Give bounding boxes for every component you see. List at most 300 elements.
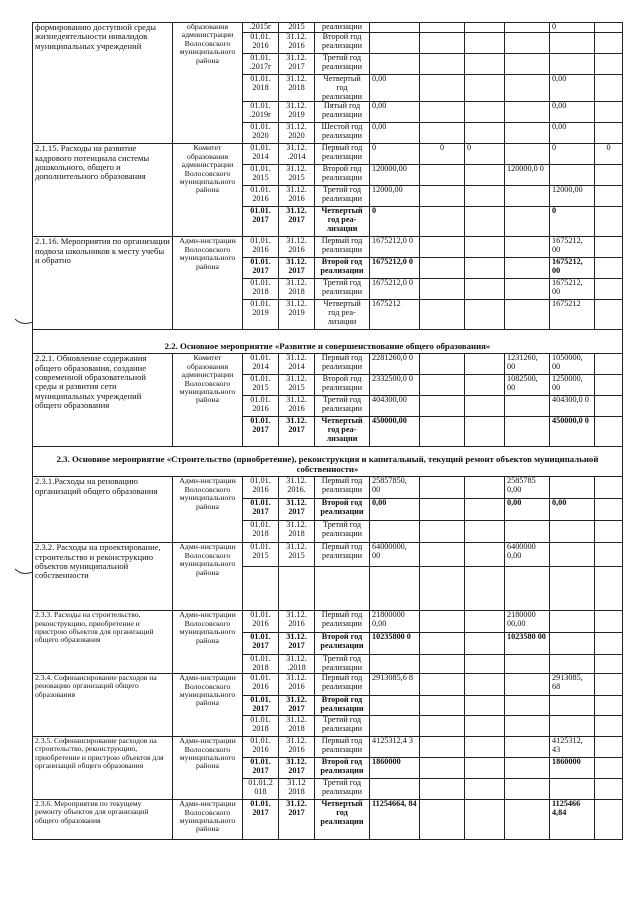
implementation-year: Второй год реализации xyxy=(315,258,370,279)
implementation-year: Четвертый год реа-лизации xyxy=(315,300,370,330)
amount-col3 xyxy=(465,237,505,258)
executor-org: Комитет образования администрации Волосовского муниципального района xyxy=(173,144,243,237)
amount-regional xyxy=(505,207,550,237)
amount-local: 4125312, 43 xyxy=(550,737,595,758)
amount-col3 xyxy=(465,737,505,758)
amount-col3 xyxy=(465,300,505,330)
amount-federal xyxy=(420,123,465,144)
end-date: 31.12. 2016 xyxy=(279,186,315,207)
amount-local: 2913085, 68 xyxy=(550,674,595,696)
start-date: 01.01. 2016 xyxy=(243,32,279,53)
amount-other xyxy=(595,74,623,102)
implementation-year: Второй год реализации xyxy=(315,499,370,521)
amount-other xyxy=(595,354,623,375)
amount-local xyxy=(550,32,595,53)
amount-regional xyxy=(505,758,550,779)
amount-total xyxy=(370,32,420,53)
amount-regional xyxy=(505,102,550,123)
amount-total: 0,00 xyxy=(370,102,420,123)
implementation-year: Второй год реализации xyxy=(315,696,370,716)
start-date: 01.01. 2015 xyxy=(243,543,279,567)
executor-org: Адми-нистрации Волосовского муниципального района xyxy=(173,611,243,674)
amount-regional xyxy=(505,567,550,611)
table-row xyxy=(33,611,623,633)
amount-federal xyxy=(420,237,465,258)
amount-total: 0,00 xyxy=(370,74,420,102)
amount-col3 xyxy=(465,417,505,447)
amount-federal xyxy=(420,633,465,655)
implementation-year: Первый год реализации xyxy=(315,354,370,375)
amount-total: 1675212,0 0 xyxy=(370,279,420,300)
end-date: 31.12. 2020 xyxy=(279,123,315,144)
implementation-year: Третий год реализации xyxy=(315,396,370,417)
amount-other xyxy=(595,696,623,716)
activity-name: 2.3.1.Расходы на реновацию организаций общего образования xyxy=(33,477,173,543)
amount-local: 0 xyxy=(550,23,595,33)
implementation-year: Первый год реализации xyxy=(315,237,370,258)
end-date: 31.12. 2015 xyxy=(279,165,315,186)
activity-name: 2.1.16. Мероприятия по организации подвоза школьников к месту учебы и обратно xyxy=(33,237,173,330)
start-date: 01.01. .2017г xyxy=(243,53,279,74)
activity-name: 2.3.4. Софинансирование расходов на реновацию организаций общего образования xyxy=(33,674,173,737)
amount-regional xyxy=(505,237,550,258)
end-date: 31.12. 2017 xyxy=(279,800,315,840)
amount-federal xyxy=(420,74,465,102)
amount-local: 1675212, 00 xyxy=(550,258,595,279)
executor-org: Комитет образования администрации Волосовского муниципального района xyxy=(173,354,243,447)
amount-total: 2913085,6 8 xyxy=(370,674,420,696)
amount-col3 xyxy=(465,165,505,186)
end-date: 31.12. 2016. xyxy=(279,477,315,499)
start-date: 01.01. 2017 xyxy=(243,499,279,521)
implementation-year: Четвертый год реа-лизации xyxy=(315,207,370,237)
start-date: 01.01. 2016 xyxy=(243,396,279,417)
amount-regional: 2585785 0,00 xyxy=(505,477,550,499)
implementation-year: Третий год реализации xyxy=(315,521,370,543)
implementation-year: Третий год реализации xyxy=(315,53,370,74)
amount-local xyxy=(550,655,595,674)
implementation-year: Второй год реализации xyxy=(315,32,370,53)
amount-col3 xyxy=(465,258,505,279)
end-date: 31.12. 2016 xyxy=(279,611,315,633)
amount-federal xyxy=(420,279,465,300)
amount-col3 xyxy=(465,499,505,521)
implementation-year: Четвертый год реализации xyxy=(315,800,370,840)
amount-federal: 0 xyxy=(420,144,465,165)
amount-total: 1860000 xyxy=(370,758,420,779)
amount-col3 xyxy=(465,696,505,716)
amount-local: 450000,0 0 xyxy=(550,417,595,447)
amount-local: 0 xyxy=(550,144,595,165)
amount-federal xyxy=(420,779,465,800)
amount-col3 xyxy=(465,123,505,144)
start-date: 01.01. 2018 xyxy=(243,655,279,674)
amount-other xyxy=(595,655,623,674)
amount-federal xyxy=(420,396,465,417)
amount-other xyxy=(595,633,623,655)
amount-federal xyxy=(420,758,465,779)
start-date: 01.01. 2017 xyxy=(243,417,279,447)
executor-org: Адми-нистрации Волосовского муниципального района xyxy=(173,477,243,543)
amount-regional xyxy=(505,123,550,144)
amount-total xyxy=(370,567,420,611)
amount-col3 xyxy=(465,279,505,300)
amount-local: 1125466 4,84 xyxy=(550,800,595,840)
amount-other xyxy=(595,53,623,74)
end-date: 31.12. 2019 xyxy=(279,300,315,330)
start-date: 01.01. 2016 xyxy=(243,674,279,696)
start-date: 01.01. 2015 xyxy=(243,375,279,396)
amount-regional xyxy=(505,521,550,543)
end-date: 31.12. 2016 xyxy=(279,737,315,758)
amount-col3 xyxy=(465,779,505,800)
amount-local: 12000,00 xyxy=(550,186,595,207)
activity-name: 2.3.2. Расходы на проектирование, строительство и реконструкцию объектов муниципальной собственности xyxy=(33,543,173,611)
amount-federal xyxy=(420,417,465,447)
margin-mark xyxy=(14,568,34,576)
amount-other xyxy=(595,737,623,758)
end-date xyxy=(279,567,315,611)
activity-name: 2.3.6. Мероприятия по текущему ремонту объектов для организаций общего образования xyxy=(33,800,173,840)
amount-federal xyxy=(420,521,465,543)
start-date: 01.01. 2017 xyxy=(243,696,279,716)
amount-regional xyxy=(505,32,550,53)
table-row xyxy=(33,737,623,758)
table-row xyxy=(33,543,623,567)
amount-federal xyxy=(420,737,465,758)
amount-other xyxy=(595,375,623,396)
amount-col3 xyxy=(465,674,505,696)
table-row xyxy=(33,144,623,165)
amount-local: 0,00 xyxy=(550,499,595,521)
amount-other xyxy=(595,32,623,53)
start-date: 01.01. 2017 xyxy=(243,758,279,779)
end-date: 31.12. .2018 xyxy=(279,655,315,674)
amount-federal xyxy=(420,186,465,207)
amount-col3 xyxy=(465,354,505,375)
amount-total: 0 xyxy=(370,144,420,165)
amount-other xyxy=(595,123,623,144)
amount-other xyxy=(595,477,623,499)
amount-regional: 1023580 00 xyxy=(505,633,550,655)
start-date: 01.01. 2016 xyxy=(243,477,279,499)
amount-federal xyxy=(420,53,465,74)
end-date: 31.12. 2017 xyxy=(279,417,315,447)
implementation-year: Третий год реализации xyxy=(315,186,370,207)
amount-regional: 1231260, 00 xyxy=(505,354,550,375)
table-row xyxy=(33,477,623,499)
end-date: 31.12. 2018 xyxy=(279,279,315,300)
amount-federal xyxy=(420,207,465,237)
budget-table xyxy=(32,22,623,840)
amount-federal xyxy=(420,611,465,633)
amount-regional xyxy=(505,779,550,800)
amount-total: 25857850, 00 xyxy=(370,477,420,499)
start-date: 01.01. 2016 xyxy=(243,611,279,633)
amount-local xyxy=(550,779,595,800)
start-date: 01.01. 2020 xyxy=(243,123,279,144)
table-row xyxy=(33,674,623,696)
implementation-year: Второй год реализации xyxy=(315,165,370,186)
implementation-year: Первый год реализации xyxy=(315,611,370,633)
amount-regional xyxy=(505,396,550,417)
implementation-year: реализации xyxy=(315,23,370,33)
start-date xyxy=(243,567,279,611)
amount-col3 xyxy=(465,53,505,74)
amount-col3 xyxy=(465,716,505,737)
amount-other xyxy=(595,567,623,611)
start-date: 01.01. 2018 xyxy=(243,521,279,543)
amount-other xyxy=(595,186,623,207)
end-date: 31.12. 2016 xyxy=(279,674,315,696)
section-header: 2.3. Основное мероприятие «Строительство (приобретение), реконструкция и капитальный, текущий ремонт объектов муниципальной собственности» xyxy=(33,447,623,477)
start-date: 01.01. 2019 xyxy=(243,300,279,330)
amount-other xyxy=(595,716,623,737)
amount-other xyxy=(595,779,623,800)
amount-regional xyxy=(505,144,550,165)
activity-name: 2.3.5. Софинансирование расходов на строительство, реконструкцию, приобретение и пристрою объектов для организаций общего образования xyxy=(33,737,173,800)
amount-federal xyxy=(420,354,465,375)
amount-other xyxy=(595,300,623,330)
amount-total xyxy=(370,655,420,674)
amount-col3 xyxy=(465,800,505,840)
amount-local xyxy=(550,543,595,567)
amount-other xyxy=(595,279,623,300)
end-date: 31.12. .2014 xyxy=(279,144,315,165)
start-date: 01.01. 2016 xyxy=(243,186,279,207)
start-date: 01.01. 2014 xyxy=(243,144,279,165)
end-date: 31.12 2018 xyxy=(279,779,315,800)
end-date: 31.12. 2017 xyxy=(279,499,315,521)
amount-total: 1675212,0 0 xyxy=(370,258,420,279)
amount-total: 0,00 xyxy=(370,123,420,144)
implementation-year: Второй год реализации xyxy=(315,633,370,655)
amount-local: 0 xyxy=(550,207,595,237)
amount-regional xyxy=(505,300,550,330)
amount-col3 xyxy=(465,521,505,543)
executor-org: Адми-нистрации Волосовского муниципального района xyxy=(173,237,243,330)
amount-local: 0,00 xyxy=(550,102,595,123)
amount-local: 1250000, 00 xyxy=(550,375,595,396)
end-date: 31.12. 2016 xyxy=(279,237,315,258)
end-date: 31.12. 2018 xyxy=(279,521,315,543)
end-date: 31.12. 2015 xyxy=(279,375,315,396)
amount-total xyxy=(370,696,420,716)
amount-federal xyxy=(420,23,465,33)
amount-col3 xyxy=(465,102,505,123)
amount-federal xyxy=(420,674,465,696)
amount-total: 2281260,0 0 xyxy=(370,354,420,375)
amount-total: 0,00 xyxy=(370,499,420,521)
amount-other xyxy=(595,207,623,237)
amount-regional xyxy=(505,800,550,840)
amount-regional: 2180000 00,00 xyxy=(505,611,550,633)
amount-regional xyxy=(505,674,550,696)
amount-col3 xyxy=(465,477,505,499)
start-date: 01.01. 2018 xyxy=(243,74,279,102)
activity-name: 2.2.1. Обновление содержания общего образования, создание современной образовательной среды и развития сети муниципальных учреждений общего образования xyxy=(33,354,173,447)
implementation-year: Второй год реализации xyxy=(315,375,370,396)
amount-total: 2332500,0 0 xyxy=(370,375,420,396)
amount-local xyxy=(550,53,595,74)
implementation-year: Третий год реализации xyxy=(315,779,370,800)
amount-regional xyxy=(505,279,550,300)
start-date: 01.01. 2017 xyxy=(243,633,279,655)
amount-other xyxy=(595,102,623,123)
amount-other xyxy=(595,23,623,33)
amount-regional: 120000,0 0 xyxy=(505,165,550,186)
implementation-year: Первый год реализации xyxy=(315,144,370,165)
implementation-year: Третий год реализации xyxy=(315,279,370,300)
amount-col3 xyxy=(465,543,505,567)
amount-other xyxy=(595,611,623,633)
amount-other xyxy=(595,674,623,696)
executor-org: Адми-нистрации Волосовского муниципального района xyxy=(173,800,243,840)
amount-federal xyxy=(420,300,465,330)
end-date: 31.12. 2016 xyxy=(279,396,315,417)
amount-federal xyxy=(420,567,465,611)
amount-total: 0 xyxy=(370,207,420,237)
amount-local: 1675212, 00 xyxy=(550,279,595,300)
implementation-year: Четвертый год реа-лизации xyxy=(315,417,370,447)
amount-col3: 0 xyxy=(465,144,505,165)
activity-name: 2.3.3. Расходы на строительство, реконструкцию, приобретение и пристрою объектов для организаций общего образования xyxy=(33,611,173,674)
budget-table-sheet xyxy=(32,22,622,840)
amount-other xyxy=(595,396,623,417)
amount-federal xyxy=(420,102,465,123)
amount-total: 404300,00 xyxy=(370,396,420,417)
amount-local xyxy=(550,521,595,543)
start-date: 01.01. 2017 xyxy=(243,258,279,279)
amount-other xyxy=(595,237,623,258)
executor-org: Адми-нистрации Волосовского муниципального района xyxy=(173,543,243,611)
end-date: 31.12. 2018 xyxy=(279,74,315,102)
amount-total xyxy=(370,716,420,737)
amount-other xyxy=(595,758,623,779)
end-date: 31.12. 2018 xyxy=(279,716,315,737)
start-date: 01.01. 2018 xyxy=(243,716,279,737)
amount-local xyxy=(550,477,595,499)
amount-federal xyxy=(420,165,465,186)
end-date: 31.12. 2017 xyxy=(279,207,315,237)
end-date: 2015 xyxy=(279,23,315,33)
amount-federal xyxy=(420,716,465,737)
end-date: 31.12. 2017 xyxy=(279,258,315,279)
start-date: 01.01. 2014 xyxy=(243,354,279,375)
start-date: 01.01. 2018 xyxy=(243,279,279,300)
amount-federal xyxy=(420,499,465,521)
amount-col3 xyxy=(465,567,505,611)
amount-col3 xyxy=(465,23,505,33)
amount-local xyxy=(550,633,595,655)
start-date: 01.01. 2016 xyxy=(243,737,279,758)
amount-regional xyxy=(505,737,550,758)
amount-col3 xyxy=(465,396,505,417)
amount-local xyxy=(550,567,595,611)
implementation-year: Второй год реализации xyxy=(315,758,370,779)
amount-total xyxy=(370,521,420,543)
amount-federal xyxy=(420,477,465,499)
amount-col3 xyxy=(465,655,505,674)
amount-regional xyxy=(505,186,550,207)
amount-total xyxy=(370,779,420,800)
amount-regional xyxy=(505,74,550,102)
amount-local: 1050000, 00 xyxy=(550,354,595,375)
end-date: 31.12. 2014 xyxy=(279,354,315,375)
start-date: 01.01. 2016 xyxy=(243,237,279,258)
amount-col3 xyxy=(465,375,505,396)
amount-federal xyxy=(420,800,465,840)
amount-regional xyxy=(505,417,550,447)
amount-regional: 6400000 0,00 xyxy=(505,543,550,567)
end-date: 31.12. 2019 xyxy=(279,102,315,123)
amount-local xyxy=(550,696,595,716)
implementation-year: Пятый год реализации xyxy=(315,102,370,123)
amount-other xyxy=(595,417,623,447)
amount-regional: 0,00 xyxy=(505,499,550,521)
amount-local xyxy=(550,165,595,186)
amount-other xyxy=(595,543,623,567)
amount-local: 1675212, 00 xyxy=(550,237,595,258)
table-row xyxy=(33,354,623,375)
end-date: 31.12. 2015 xyxy=(279,543,315,567)
amount-federal xyxy=(420,375,465,396)
amount-local xyxy=(550,611,595,633)
executor-org: Адми-нистрации Волосовского муниципального района xyxy=(173,737,243,800)
amount-other xyxy=(595,499,623,521)
amount-col3 xyxy=(465,611,505,633)
amount-local: 1860000 xyxy=(550,758,595,779)
amount-federal xyxy=(420,655,465,674)
start-date: 01.01. 2015 xyxy=(243,165,279,186)
end-date: 31.12. 2017 xyxy=(279,53,315,74)
amount-federal xyxy=(420,32,465,53)
amount-regional xyxy=(505,716,550,737)
executor-org: Адми-нистрации Волосовского муниципального района xyxy=(173,674,243,737)
amount-col3 xyxy=(465,758,505,779)
start-date: .2015г xyxy=(243,23,279,33)
amount-local: 0,00 xyxy=(550,123,595,144)
section-header: 2.2. Основное мероприятие «Развитие и совершенствование общего образования» xyxy=(33,330,623,354)
amount-federal xyxy=(420,543,465,567)
table-row xyxy=(33,237,623,258)
activity-name: 2.1.15. Расходы на развитие кадрового потенциала системы дошкольного, общего и дополнительного образования xyxy=(33,144,173,237)
amount-total: 11254664, 84 xyxy=(370,800,420,840)
amount-col3 xyxy=(465,633,505,655)
amount-total: 21800000 0,00 xyxy=(370,611,420,633)
amount-regional xyxy=(505,258,550,279)
amount-regional xyxy=(505,23,550,33)
implementation-year: Шестой год реализации xyxy=(315,123,370,144)
amount-total: 64000000, 00 xyxy=(370,543,420,567)
executor-org: образования администрации Волосовского муниципального района xyxy=(173,23,243,144)
amount-other xyxy=(595,521,623,543)
amount-total: 1675212 xyxy=(370,300,420,330)
amount-local: 0,00 xyxy=(550,74,595,102)
end-date: 31.12. 2017 xyxy=(279,758,315,779)
start-date: 01.01. 2017 xyxy=(243,207,279,237)
amount-other: 0 xyxy=(595,144,623,165)
amount-regional xyxy=(505,53,550,74)
start-date: 01.01. .2019г xyxy=(243,102,279,123)
end-date: 31.12. 2016 xyxy=(279,32,315,53)
implementation-year: Первый год реализации xyxy=(315,543,370,567)
amount-total: 10235800 0 xyxy=(370,633,420,655)
implementation-year: Первый год реализации xyxy=(315,737,370,758)
amount-total: 120000,00 xyxy=(370,165,420,186)
amount-local xyxy=(550,716,595,737)
implementation-year: Первый год реализации xyxy=(315,674,370,696)
